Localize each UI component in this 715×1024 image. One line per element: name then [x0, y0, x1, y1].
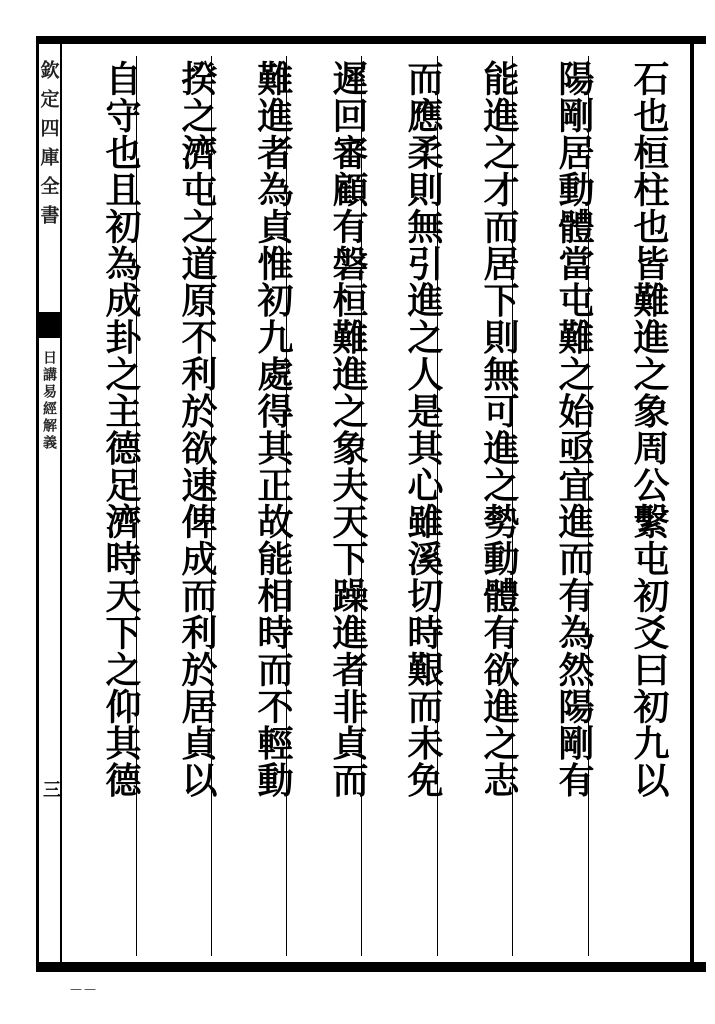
text-column-4 — [388, 60, 458, 960]
footer-mark: —— — [70, 982, 98, 996]
top-border — [36, 36, 706, 44]
text-column-5 — [313, 60, 383, 960]
column-text: 而應柔則無引進之人是其心雖溪切時艱而未免 — [402, 60, 444, 799]
collection-title-text: 欽定四庫全書 — [37, 60, 60, 234]
column-text: 能進之才而居下則無可進之勢動體有欲進之志 — [478, 60, 520, 799]
text-column-6 — [238, 60, 308, 960]
page-number — [40, 780, 60, 798]
book-title-text: 日講易經解義 — [41, 350, 57, 452]
margin-collection-title — [38, 60, 60, 310]
bottom-border — [36, 962, 706, 972]
text-column-1 — [614, 60, 684, 960]
margin-book-title — [38, 350, 60, 530]
column-text: 遲回審顧有磐桓難進之象夫天下躁進者非貞而 — [327, 60, 369, 799]
column-text: 石也桓柱也皆難進之象周公繫屯初爻曰初九以 — [628, 60, 670, 799]
column-text: 揆之濟屯之道原不利於欲速俾成而利於居貞以 — [176, 60, 218, 799]
text-column-3 — [464, 60, 534, 960]
page-number-text: 三 — [40, 780, 61, 798]
text-column-7 — [162, 60, 232, 960]
margin-fishtail-mark — [36, 312, 62, 338]
text-column-8 — [86, 60, 156, 960]
right-border — [690, 40, 694, 968]
text-column-2 — [539, 60, 609, 960]
column-text: 難進者為貞惟初九處得其正故能相時而不輕動 — [252, 60, 294, 799]
column-text: 陽剛居動體當屯難之始亟宜進而有為然陽剛有 — [553, 60, 595, 799]
column-text: 自守也且初為成卦之主德足濟時天下之仰其德 — [100, 60, 142, 799]
